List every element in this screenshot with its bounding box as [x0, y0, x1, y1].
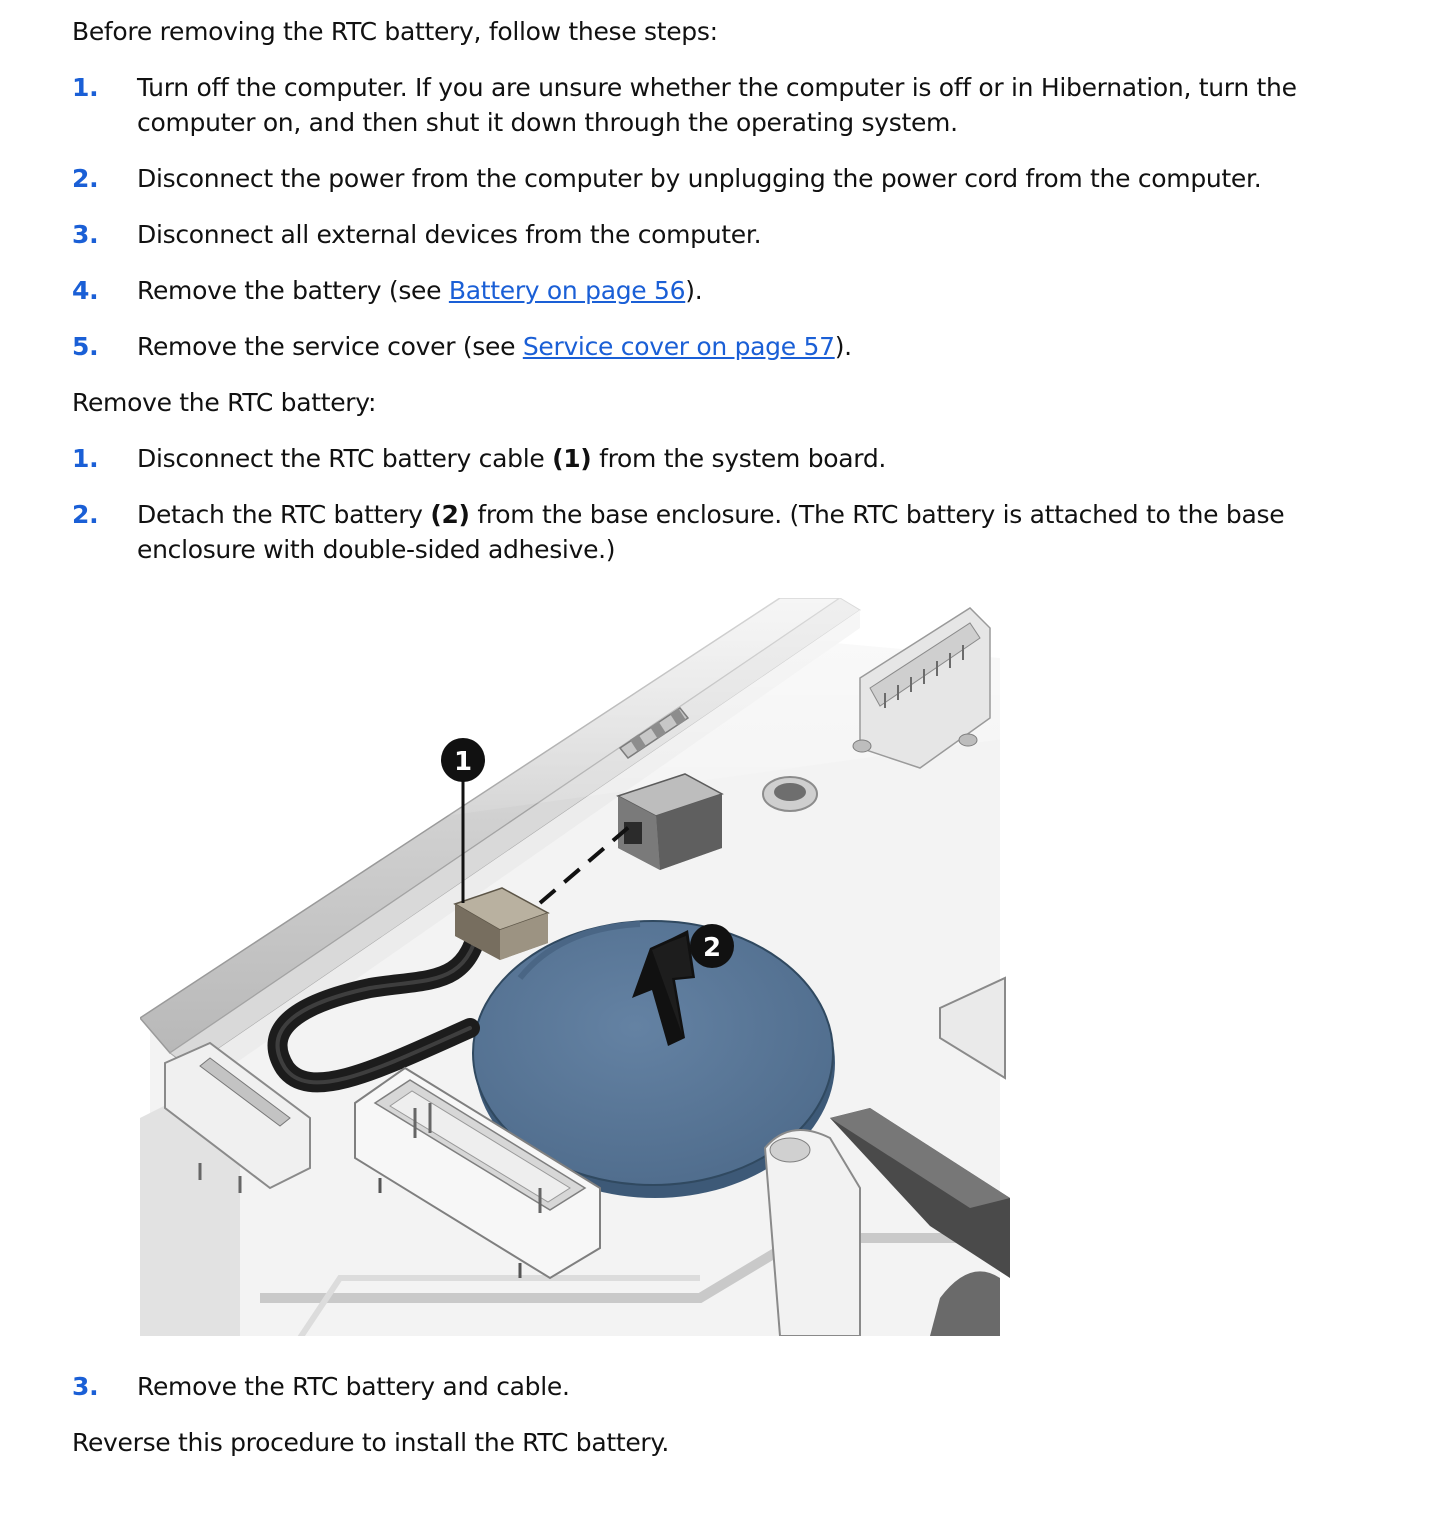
- callout-1: [441, 738, 485, 782]
- callout-ref: (1): [552, 444, 592, 473]
- step-text-post: from the system board.: [591, 444, 887, 473]
- callout-2-label: 2: [702, 933, 722, 963]
- step-text: Disconnect all external devices from the computer.: [137, 220, 762, 249]
- step-number: 1.: [72, 444, 99, 473]
- remove-step-3: [72, 1369, 1392, 1405]
- callout-1-label: 1: [453, 747, 473, 777]
- step-number: 2.: [72, 164, 99, 193]
- step-text-post: ).: [685, 276, 703, 305]
- service-cover-page-link[interactable]: Service cover on page 57: [522, 332, 835, 361]
- step-number: 4.: [72, 276, 99, 305]
- remove-heading: Remove the RTC battery:: [72, 388, 377, 417]
- intro-text: Before removing the RTC battery, follow these steps:: [72, 17, 718, 46]
- outro-text: Reverse this procedure to install the RTC battery.: [72, 1428, 669, 1457]
- prep-step-3: [72, 217, 1392, 253]
- prep-step-4: [72, 273, 1392, 309]
- step-number: 1.: [72, 73, 99, 102]
- step-text-pre: Detach the RTC battery: [137, 500, 431, 529]
- prep-step-5: [72, 329, 1392, 365]
- step-number: 3.: [72, 220, 99, 249]
- prep-step-2: [72, 161, 1392, 197]
- remove-step-1: [72, 441, 1392, 477]
- step-text-post: ).: [834, 332, 852, 361]
- callout-ref: (2): [430, 500, 470, 529]
- screw-hole: [763, 777, 817, 811]
- step-number: 5.: [72, 332, 99, 361]
- step-text-post: from the base enclosure. (The RTC battery is attached to the base enclosure with double-sided adhesive.): [137, 500, 1285, 564]
- step-text-pre: Disconnect the RTC battery cable: [137, 444, 553, 473]
- prep-step-1: [72, 70, 1392, 142]
- remove-step-2: [72, 497, 1392, 569]
- step-number: 3.: [72, 1372, 99, 1401]
- battery-page-link[interactable]: Battery on page 56: [448, 276, 686, 305]
- rtc-battery-illustration: [140, 598, 1010, 1336]
- step-text: [137, 273, 1392, 308]
- step-text: Remove the RTC battery and cable.: [137, 1372, 570, 1401]
- step-text: [137, 497, 1392, 567]
- step-number: 2.: [72, 500, 99, 529]
- callout-2: [690, 924, 734, 968]
- step-text: [137, 441, 1392, 476]
- step-text: Turn off the computer. If you are unsure whether the computer is off or in Hibernation, turn the computer on, and then shut it down through the operating system.: [137, 73, 1297, 137]
- step-text-pre: Remove the service cover (see: [137, 332, 523, 361]
- step-text: Disconnect the power from the computer by unplugging the power cord from the computer.: [137, 164, 1262, 193]
- step-text-pre: Remove the battery (see: [137, 276, 449, 305]
- step-text: [137, 329, 1392, 364]
